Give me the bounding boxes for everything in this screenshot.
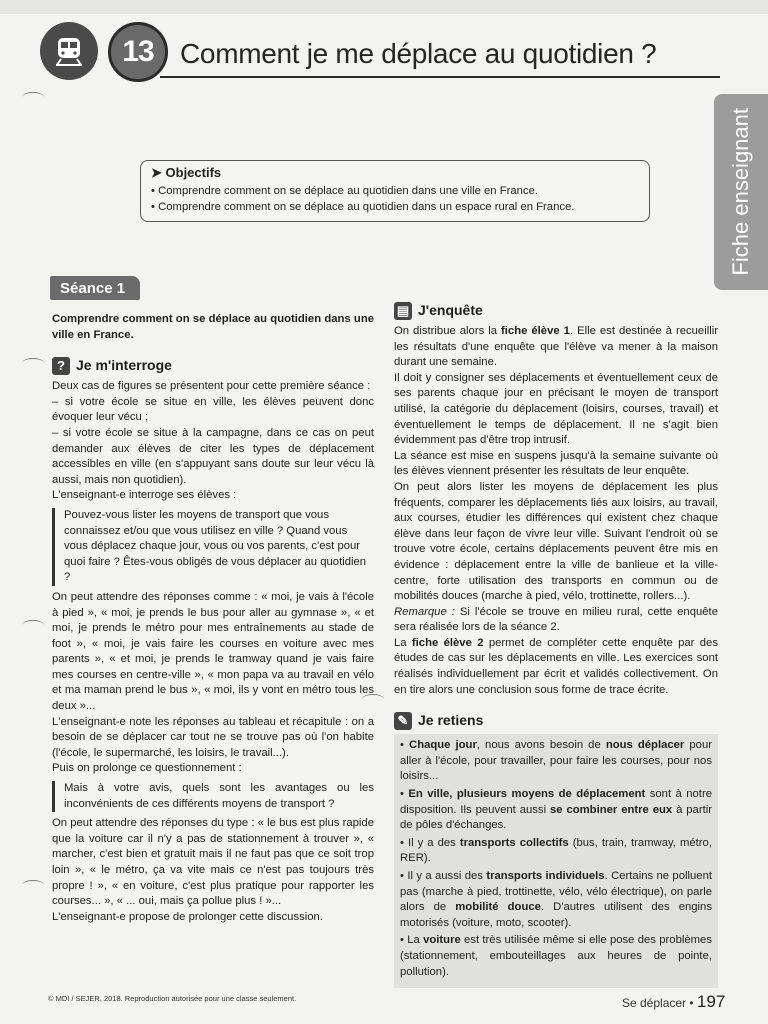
text: à partir de pôles d'échanges. <box>400 803 712 832</box>
seance-intro: Comprendre comment on se déplace au quotidien dans une ville en France. <box>52 313 374 341</box>
paragraph: La séance est mise en suspens jusqu'à la semaine suivante où les élèves viennent présenter les résultats de leur enquête. <box>394 449 718 478</box>
summary-item <box>400 836 712 867</box>
quote-text: Pouvez-vous lister les moyens de transport que vous connaissez et/ou que vous utilisez en ville ? Quand vous vous déplacez chaque jour, vous ou vos parents, c'est pour quoi faire ? Êtes-vous obligés de vous déplacer au quotidien ? <box>64 508 367 584</box>
paragraph: Puis on prolonge ce questionnement : <box>52 762 242 775</box>
paragraph: L'enseignant-e interroge ses élèves : <box>52 489 237 502</box>
paragraph: On peut attendre des réponses comme : « moi, je vais à l'école à pied », « moi, je prends le bus pour aller au gymnase », « et moi, je prends le métro pour mes entraînements au stade de foot », « moi, je vais faire les courses en voiture avec mes parents », « et moi, je prends le tramway quand je vais faire mes courses en centre-ville », « mon papa va au travail en vélo et ma maman prend le bus », « moi, ils y vont en métro tous les deux »... <box>52 590 374 713</box>
objectives-title: ➤ Objectifs <box>151 165 222 180</box>
text: est très utilisée même si elle pose des problèmes (stationnement, embouteillages aux heures de pointe, pollution). <box>400 934 712 978</box>
teacher-question <box>52 508 374 586</box>
paragraph: – si votre école se situe à la campagne, dans ce cas on peut demander aux élèves de citer les types de déplacement accessibles en ville (en s'appuyant sans doute sur leur vécu là aussi, mais non quotidien). <box>52 426 374 486</box>
title-underline <box>160 76 720 78</box>
text-bold: mobilité douce <box>455 901 541 914</box>
objectives-box <box>140 160 650 222</box>
paragraph: Il doit y consigner ses déplacements et éventuellement ceux de ses parents chaque jour en précisant le moyen de transport utilisé, la catégorie du déplacement (loisirs, courses, travail) et éventuellement le temps de déplacement. Il ne s'agit bien évidemment pas d'être trop intrusif. <box>394 371 718 447</box>
retiens-box <box>394 734 718 988</box>
section-retiens <box>394 712 718 730</box>
pencil-icon: ✎ <box>394 712 412 730</box>
page-footer <box>622 992 725 1012</box>
text-bold: transports individuels <box>486 870 605 882</box>
text: • <box>400 739 410 752</box>
page-title: Comment je me déplace au quotidien ? <box>180 38 657 69</box>
copyright-note: © MDI / SEJER, 2018. Reproduction autorisée pour une classe seulement. <box>48 994 297 1003</box>
paragraph <box>394 636 718 698</box>
text-bold: Chaque jour <box>409 739 477 752</box>
section-title: Je retiens <box>418 712 484 729</box>
text: pour aller à l'école, pour travailler, pour faire les courses, pour nos loisirs... <box>400 739 713 783</box>
text: (bus, train, tramway, métro, RER). <box>400 836 712 865</box>
paragraph <box>394 324 718 371</box>
paragraph: Deux cas de figures se présentent pour cette première séance : <box>52 380 371 393</box>
text-italic: Remarque : <box>394 605 455 618</box>
section-enquete <box>394 302 718 320</box>
text: sont à notre disposition. Ils peuvent aussi <box>400 788 712 816</box>
text: . Certains ne polluent pas (marche à pied, trottinette, vélo, vélo électrique), on parle alors de <box>400 870 713 914</box>
paragraph: L'enseignant-e note les réponses au tableau et récapitule : on a besoin de se déplacer car tout ne se trouve pas où l'on habite (l'école, le supermarché, les loisirs, le travail...). <box>52 715 374 759</box>
margin-mark <box>22 92 44 102</box>
text: Si l'école se trouve en milieu rural, cette enquête sera réalisée lors de la séance 2. <box>394 605 718 634</box>
train-icon <box>40 22 98 80</box>
objective-item: • Comprendre comment on se déplace au quotidien dans une ville en France. <box>151 185 539 197</box>
section-title: Je m'interroge <box>76 357 172 374</box>
left-column <box>52 312 374 925</box>
text: permet de compléter cette enquête par des études de cas sur les déplacements en ville. Les exercices sont réalisés individuellement par écrit et validés collectivement. On en tire alors une conclusion sous forme de trace écrite. <box>394 636 718 696</box>
summary-item <box>400 787 712 834</box>
text: . Elle est destinée à recueillir les résultats d'une enquête que l'élève va mener à la maison durant une semaine. <box>394 325 718 369</box>
text: • Il y a aussi des <box>400 870 487 882</box>
objectives-title-text: Objectifs <box>165 165 222 180</box>
footer-section: Se déplacer • <box>622 996 694 1010</box>
text-bold: En ville, plusieurs moyens de déplacement <box>408 788 646 801</box>
paragraph: – si votre école se situe en ville, les élèves peuvent donc évoquer leur vécu ; <box>52 395 374 424</box>
side-tab-label: Fiche enseignant <box>728 108 753 276</box>
text: • <box>400 788 409 801</box>
text: • La <box>400 934 424 947</box>
section-title: J'enquête <box>418 302 483 319</box>
right-column <box>394 302 718 988</box>
header-band <box>0 0 768 14</box>
summary-item <box>400 738 712 785</box>
margin-mark <box>22 880 44 890</box>
text-bold: transports collectifs <box>459 836 569 849</box>
quote-text: Mais à votre avis, quels sont les avantages ou les inconvénients de ces différents moyens de transport ? <box>64 782 374 810</box>
margin-mark <box>22 358 44 368</box>
chapter-number-badge <box>108 22 168 82</box>
text-bold: se combiner entre eux <box>549 803 673 816</box>
teacher-question <box>52 781 374 812</box>
summary-item <box>400 869 712 931</box>
text: • Il y a des <box>400 836 460 849</box>
paragraph: On peut alors lister les moyens de déplacement les plus fréquents, comparer les déplacements liés aux loisirs, au travail, aux courses, étudier les différences qui existent chez chaque élève dans leur façon de vivre leur ville. Suivant l'endroit où se trouve votre école, certains déplacements peuvent être mis en évidence : déplacement entre la ville de banlieue et la ville-centre, forte utilisation des transports en commun ou de mobilités douces (marche à pied, vélo, trottinette, rollers...). <box>394 480 718 603</box>
side-tab <box>714 94 768 290</box>
section-interroge <box>52 357 374 375</box>
paragraph <box>394 605 718 636</box>
question-icon: ? <box>52 357 70 375</box>
paragraph: L'enseignant-e propose de prolonger cette discussion. <box>52 910 323 923</box>
text: La <box>394 636 412 649</box>
summary-item <box>400 933 712 980</box>
text-bold: fiche élève 1 <box>501 325 570 337</box>
text-bold: voiture <box>423 934 461 947</box>
clipboard-icon: ▤ <box>394 302 412 320</box>
text-bold: fiche élève 2 <box>411 636 484 649</box>
text-bold: nous déplacer <box>605 739 685 752</box>
margin-mark <box>22 620 44 630</box>
text: , nous avons besoin de <box>476 739 606 752</box>
paragraph: On peut attendre des réponses du type : « le bus est plus rapide que la voiture car il n'y a pas de stationnement à trouver », « marcher, c'est bien et gratuit mais il ne faut pas que ce soit trop loin », « le métro, ça va vite mais ce n'est pas toujours très propre ! », « en voiture, c'est plus pratique pour rapporter les courses... », « ... oui, mais ça pollue plus ! »... <box>52 817 374 908</box>
text: On distribue alors la <box>394 325 502 337</box>
text: . D'autres utilisent des engins motorisés (voiture, moto, scooter). <box>400 901 712 929</box>
page-number: 197 <box>696 992 726 1011</box>
seance-badge: Séance 1 <box>50 276 140 300</box>
objective-item: • Comprendre comment on se déplace au quotidien dans un espace rural en France. <box>151 201 575 213</box>
chapter-number: 13 <box>122 35 154 68</box>
